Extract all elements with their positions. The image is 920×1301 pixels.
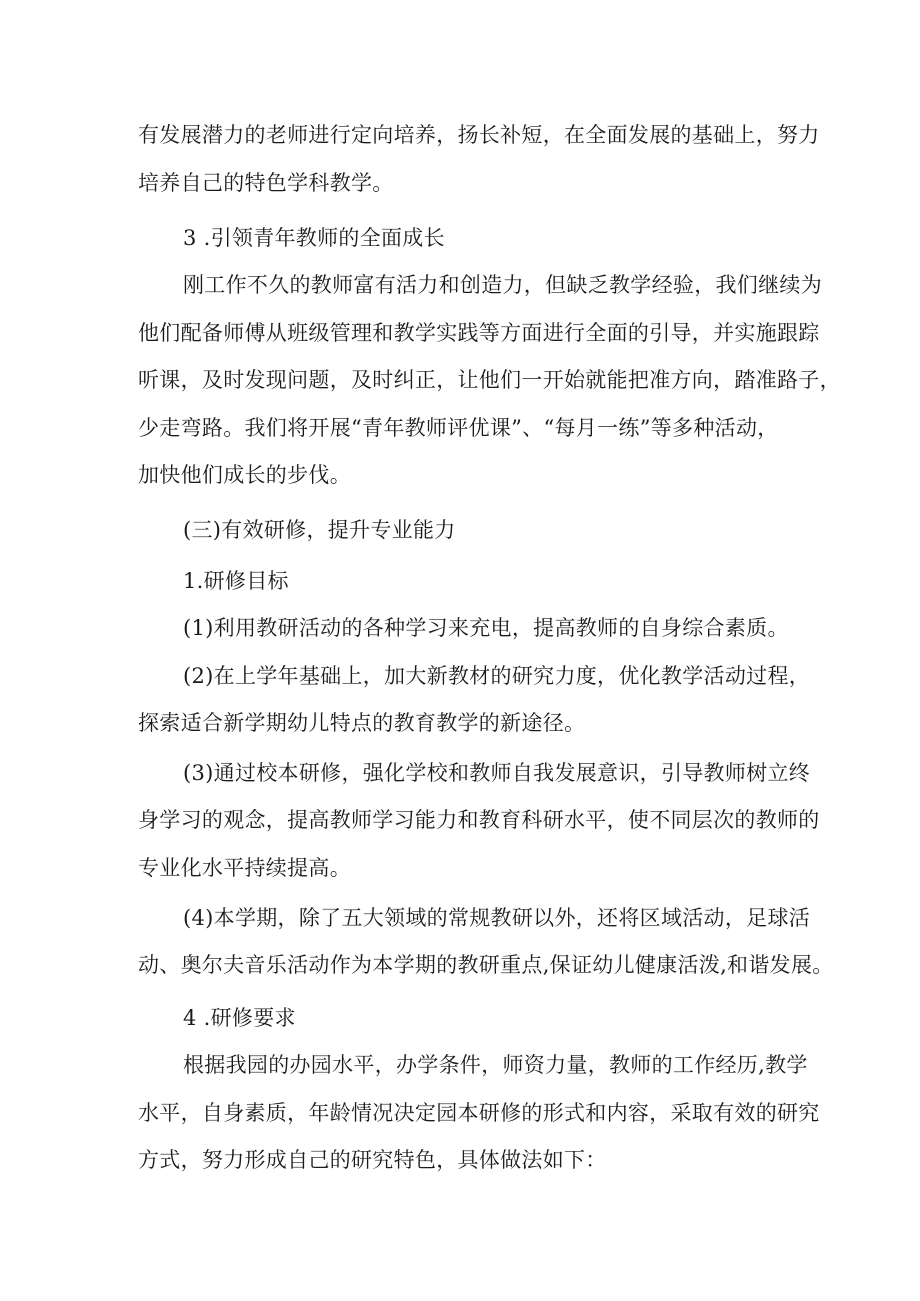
paragraph-line: 少走弯路。我们将开展“青年教师评优课”、“每月一练”等多种活动， (138, 416, 779, 440)
paragraph-line: 有发展潜力的老师进行定向培养，扬长补短，在全面发展的基础上，努力 (138, 123, 820, 147)
paragraph-line: 刚工作不久的教师富有活力和创造力，但缺乏教学经验，我们继续为 (183, 273, 822, 297)
section-heading: (三)有效研修，提升专业能力 (183, 518, 456, 542)
subsection-heading: 1.研修目标 (183, 569, 289, 593)
paragraph-line: 专业化水平持续提高。 (138, 856, 351, 880)
paragraph-line: 他们配备师傅从班级管理和教学实践等方面进行全面的引导，并实施跟踪 (138, 321, 820, 345)
section-heading: 3 .引领青年教师的全面成长 (183, 226, 445, 250)
list-item: (2)在上学年基础上，加大新教材的研究力度，优化教学活动过程， (183, 664, 811, 688)
paragraph-line: 动、奥尔夫音乐活动作为本学期的教研重点,保证幼儿健康活泼,和谐发展。 (138, 953, 834, 977)
paragraph-line: 身学习的观念，提高教师学习能力和教育科研水平，使不同层次的教师的 (138, 808, 820, 832)
subsection-heading: 4 .研修要求 (183, 1006, 296, 1030)
paragraph-line: 根据我园的办园水平，办学条件，师资力量，教师的工作经历,教学 (183, 1053, 808, 1077)
list-item: (1)利用教研活动的各种学习来充电，提高教师的自身综合素质。 (183, 616, 789, 640)
paragraph-line: 培养自己的特色学科教学。 (138, 171, 394, 195)
paragraph-line: 探索适合新学期幼儿特点的教育教学的新途径。 (138, 711, 586, 735)
paragraph-line: 加快他们成长的步伐。 (138, 463, 351, 487)
list-item: (3)通过校本研修，强化学校和教师自我发展意识，引导教师树立终 (183, 761, 811, 785)
list-item: (4)本学期，除了五大领域的常规教研以外，还将区域活动，足球活 (183, 906, 811, 930)
paragraph-line: 水平，自身素质，年龄情况决定园本研修的形式和内容，采取有效的研究 (138, 1101, 820, 1125)
paragraph-line: 听课，及时发现问题，及时纠正，让他们一开始就能把准方向，踏准路子， (138, 368, 841, 392)
paragraph-line: 方式，努力形成自己的研究特色，具体做法如下： (138, 1148, 607, 1172)
